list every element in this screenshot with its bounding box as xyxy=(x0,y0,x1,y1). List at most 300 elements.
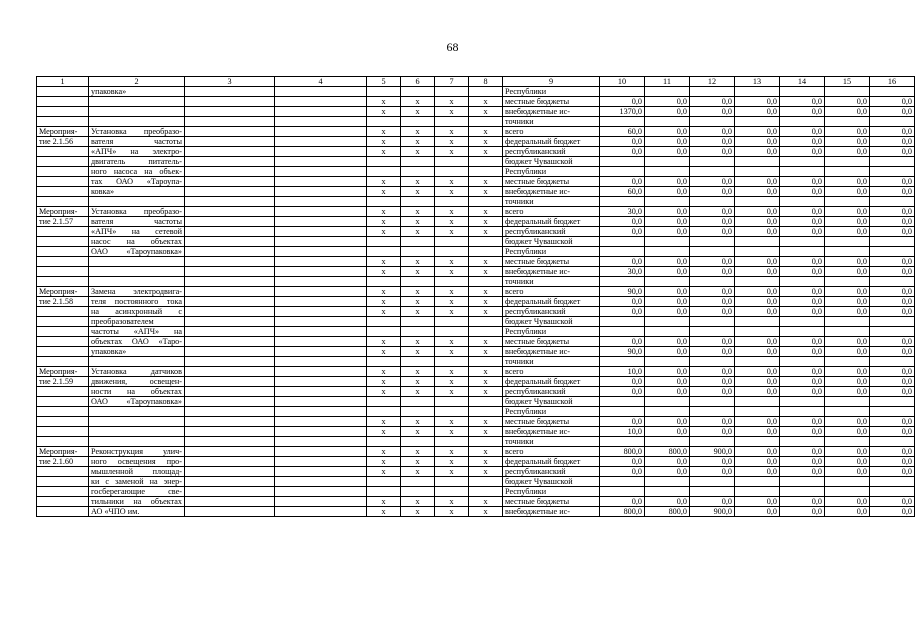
code-cell xyxy=(367,167,401,177)
code-cell: х xyxy=(401,507,435,517)
code-cell: х xyxy=(435,387,469,397)
program-cell xyxy=(275,357,367,367)
measure-id xyxy=(37,187,89,197)
program-cell xyxy=(275,297,367,307)
code-cell: х xyxy=(367,287,401,297)
code-cell: х xyxy=(469,347,503,357)
executor-cell xyxy=(185,147,275,157)
code-cell: х xyxy=(435,137,469,147)
executor-cell xyxy=(185,407,275,417)
amount-cell: 0,0 xyxy=(780,377,825,387)
amount-cell xyxy=(600,87,645,97)
executor-cell xyxy=(185,467,275,477)
program-cell xyxy=(275,127,367,137)
amount-cell xyxy=(825,167,870,177)
amount-cell: 0,0 xyxy=(600,387,645,397)
program-cell xyxy=(275,377,367,387)
amount-cell: 30,0 xyxy=(600,207,645,217)
executor-cell xyxy=(185,217,275,227)
code-cell xyxy=(469,437,503,447)
program-cell xyxy=(275,227,367,237)
amount-cell: 0,0 xyxy=(690,227,735,237)
measure-description: Замена электродвига- xyxy=(89,287,185,297)
amount-cell: 60,0 xyxy=(600,127,645,137)
measure-description xyxy=(89,97,185,107)
code-cell: х xyxy=(367,227,401,237)
code-cell: х xyxy=(367,187,401,197)
amount-cell: 0,0 xyxy=(780,417,825,427)
amount-cell xyxy=(690,247,735,257)
amount-cell: 0,0 xyxy=(690,97,735,107)
column-number: 13 xyxy=(735,77,780,87)
amount-cell: 0,0 xyxy=(825,427,870,437)
executor-cell xyxy=(185,357,275,367)
measure-id xyxy=(37,487,89,497)
code-cell: х xyxy=(401,267,435,277)
measure-description: Реконструкция улич- xyxy=(89,447,185,457)
amount-cell: 0,0 xyxy=(780,97,825,107)
executor-cell xyxy=(185,427,275,437)
amount-cell: 0,0 xyxy=(735,177,780,187)
column-number: 3 xyxy=(185,77,275,87)
amount-cell xyxy=(645,357,690,367)
code-cell xyxy=(435,117,469,127)
funding-source: Республики xyxy=(503,167,600,177)
code-cell: х xyxy=(469,257,503,267)
amount-cell xyxy=(735,487,780,497)
measure-description xyxy=(89,117,185,127)
amount-cell: 0,0 xyxy=(690,497,735,507)
column-number: 7 xyxy=(435,77,469,87)
amount-cell xyxy=(825,397,870,407)
program-cell xyxy=(275,317,367,327)
amount-cell: 0,0 xyxy=(825,347,870,357)
amount-cell xyxy=(780,327,825,337)
amount-cell: 0,0 xyxy=(870,227,915,237)
amount-cell: 0,0 xyxy=(780,137,825,147)
table-row xyxy=(37,327,915,337)
code-cell xyxy=(401,87,435,97)
amount-cell: 0,0 xyxy=(600,137,645,147)
amount-cell xyxy=(780,477,825,487)
code-cell xyxy=(469,357,503,367)
amount-cell: 0,0 xyxy=(825,307,870,317)
amount-cell: 0,0 xyxy=(780,217,825,227)
amount-cell: 0,0 xyxy=(735,287,780,297)
amount-cell xyxy=(600,277,645,287)
program-cell xyxy=(275,277,367,287)
program-cell xyxy=(275,137,367,147)
amount-cell xyxy=(735,357,780,367)
amount-cell: 0,0 xyxy=(735,367,780,377)
code-cell: х xyxy=(401,147,435,157)
code-cell: х xyxy=(401,457,435,467)
code-cell xyxy=(401,117,435,127)
amount-cell: 800,0 xyxy=(600,507,645,517)
amount-cell: 0,0 xyxy=(825,227,870,237)
table-row xyxy=(37,297,915,307)
table-row xyxy=(37,197,915,207)
program-cell xyxy=(275,247,367,257)
code-cell: х xyxy=(469,127,503,137)
table-row xyxy=(37,247,915,257)
amount-cell xyxy=(690,197,735,207)
amount-cell xyxy=(645,437,690,447)
amount-cell: 0,0 xyxy=(825,337,870,347)
amount-cell: 0,0 xyxy=(780,257,825,267)
amount-cell: 0,0 xyxy=(645,457,690,467)
amount-cell: 0,0 xyxy=(645,227,690,237)
code-cell: х xyxy=(435,507,469,517)
funding-source: местные бюджеты xyxy=(503,497,600,507)
table-row xyxy=(37,257,915,267)
code-cell: х xyxy=(435,127,469,137)
executor-cell xyxy=(185,337,275,347)
amount-cell xyxy=(690,437,735,447)
amount-cell xyxy=(735,247,780,257)
amount-cell: 0,0 xyxy=(870,97,915,107)
amount-cell: 0,0 xyxy=(735,507,780,517)
amount-cell: 0,0 xyxy=(870,447,915,457)
code-cell: х xyxy=(469,457,503,467)
amount-cell: 10,0 xyxy=(600,427,645,437)
executor-cell xyxy=(185,247,275,257)
program-cell xyxy=(275,467,367,477)
amount-cell xyxy=(600,317,645,327)
program-cell xyxy=(275,117,367,127)
code-cell: х xyxy=(401,227,435,237)
measure-id xyxy=(37,477,89,487)
code-cell: х xyxy=(367,127,401,137)
table-row xyxy=(37,127,915,137)
code-cell: х xyxy=(469,187,503,197)
amount-cell xyxy=(870,357,915,367)
code-cell: х xyxy=(367,177,401,187)
measure-id xyxy=(37,357,89,367)
amount-cell xyxy=(870,487,915,497)
amount-cell: 0,0 xyxy=(825,447,870,457)
code-cell: х xyxy=(469,417,503,427)
code-cell: х xyxy=(435,497,469,507)
amount-cell: 0,0 xyxy=(870,217,915,227)
amount-cell xyxy=(645,327,690,337)
table-row xyxy=(37,447,915,457)
amount-cell: 0,0 xyxy=(780,287,825,297)
amount-cell xyxy=(645,477,690,487)
code-cell xyxy=(401,247,435,257)
amount-cell xyxy=(735,397,780,407)
amount-cell: 0,0 xyxy=(870,377,915,387)
measure-description: упаковка» xyxy=(89,87,185,97)
amount-cell: 0,0 xyxy=(780,347,825,357)
amount-cell xyxy=(600,327,645,337)
funding-source: внебюджетные ис- xyxy=(503,427,600,437)
amount-cell: 60,0 xyxy=(600,187,645,197)
code-cell: х xyxy=(435,427,469,437)
amount-cell: 0,0 xyxy=(645,257,690,267)
measure-description: ного насоса на объек- xyxy=(89,167,185,177)
code-cell: х xyxy=(469,377,503,387)
amount-cell: 800,0 xyxy=(645,447,690,457)
measure-id: Мероприя- xyxy=(37,207,89,217)
code-cell xyxy=(435,327,469,337)
amount-cell: 0,0 xyxy=(690,377,735,387)
program-cell xyxy=(275,457,367,467)
amount-cell: 0,0 xyxy=(600,297,645,307)
amount-cell xyxy=(780,167,825,177)
code-cell: х xyxy=(401,127,435,137)
amount-cell: 0,0 xyxy=(735,267,780,277)
code-cell xyxy=(469,397,503,407)
measure-id xyxy=(37,227,89,237)
code-cell: х xyxy=(435,307,469,317)
code-cell: х xyxy=(469,97,503,107)
code-cell: х xyxy=(367,387,401,397)
code-cell: х xyxy=(435,377,469,387)
executor-cell xyxy=(185,397,275,407)
executor-cell xyxy=(185,307,275,317)
measure-description xyxy=(89,267,185,277)
code-cell xyxy=(367,437,401,447)
code-cell: х xyxy=(469,147,503,157)
column-number: 11 xyxy=(645,77,690,87)
program-cell xyxy=(275,327,367,337)
amount-cell: 0,0 xyxy=(600,337,645,347)
amount-cell xyxy=(645,317,690,327)
table-row xyxy=(37,487,915,497)
amount-cell: 0,0 xyxy=(600,457,645,467)
program-cell xyxy=(275,407,367,417)
amount-cell: 0,0 xyxy=(600,177,645,187)
code-cell: х xyxy=(367,107,401,117)
table-row xyxy=(37,87,915,97)
table-row xyxy=(37,437,915,447)
table-row xyxy=(37,347,915,357)
code-cell: х xyxy=(435,147,469,157)
funding-source: местные бюджеты xyxy=(503,337,600,347)
amount-cell: 0,0 xyxy=(825,367,870,377)
measure-id xyxy=(37,507,89,517)
funding-source: Республики xyxy=(503,407,600,417)
measure-id xyxy=(37,167,89,177)
code-cell: х xyxy=(367,507,401,517)
executor-cell xyxy=(185,477,275,487)
amount-cell: 0,0 xyxy=(735,427,780,437)
amount-cell xyxy=(870,87,915,97)
amount-cell: 0,0 xyxy=(600,377,645,387)
amount-cell xyxy=(600,487,645,497)
program-cell xyxy=(275,307,367,317)
code-cell: х xyxy=(401,347,435,357)
amount-cell xyxy=(870,477,915,487)
amount-cell: 0,0 xyxy=(870,387,915,397)
measure-description xyxy=(89,417,185,427)
measure-description: тах ОАО «Тароупа- xyxy=(89,177,185,187)
amount-cell: 0,0 xyxy=(735,227,780,237)
amount-cell: 0,0 xyxy=(780,467,825,477)
amount-cell: 0,0 xyxy=(780,107,825,117)
amount-cell: 0,0 xyxy=(645,137,690,147)
executor-cell xyxy=(185,157,275,167)
code-cell: х xyxy=(401,307,435,317)
table-row xyxy=(37,387,915,397)
amount-cell xyxy=(825,477,870,487)
amount-cell: 0,0 xyxy=(780,457,825,467)
amount-cell: 0,0 xyxy=(870,507,915,517)
program-cell xyxy=(275,487,367,497)
amount-cell xyxy=(735,477,780,487)
funding-source: всего xyxy=(503,447,600,457)
code-cell xyxy=(469,87,503,97)
column-number: 14 xyxy=(780,77,825,87)
amount-cell xyxy=(870,157,915,167)
amount-cell xyxy=(735,277,780,287)
code-cell xyxy=(435,407,469,417)
program-cell xyxy=(275,397,367,407)
funding-source: бюджет Чувашской xyxy=(503,397,600,407)
measure-description: на асинхронный с xyxy=(89,307,185,317)
measure-id xyxy=(37,197,89,207)
code-cell: х xyxy=(469,107,503,117)
executor-cell xyxy=(185,417,275,427)
measure-id: тие 2.1.59 xyxy=(37,377,89,387)
amount-cell: 0,0 xyxy=(645,347,690,357)
measure-description: Установка датчиков xyxy=(89,367,185,377)
executor-cell xyxy=(185,237,275,247)
funding-source: республиканский xyxy=(503,387,600,397)
program-cell xyxy=(275,207,367,217)
measure-id xyxy=(37,427,89,437)
code-cell xyxy=(435,477,469,487)
code-cell: х xyxy=(469,467,503,477)
program-cell xyxy=(275,87,367,97)
amount-cell: 0,0 xyxy=(690,107,735,117)
amount-cell: 0,0 xyxy=(735,497,780,507)
funding-source: всего xyxy=(503,287,600,297)
funding-source: точники xyxy=(503,277,600,287)
amount-cell xyxy=(690,87,735,97)
funding-source: точники xyxy=(503,357,600,367)
measure-id xyxy=(37,157,89,167)
code-cell xyxy=(401,317,435,327)
amount-cell: 0,0 xyxy=(780,307,825,317)
amount-cell xyxy=(645,167,690,177)
amount-cell: 0,0 xyxy=(690,187,735,197)
amount-cell xyxy=(600,437,645,447)
amount-cell: 0,0 xyxy=(870,297,915,307)
table-row xyxy=(37,507,915,517)
amount-cell: 0,0 xyxy=(825,207,870,217)
code-cell xyxy=(469,327,503,337)
amount-cell xyxy=(870,197,915,207)
amount-cell xyxy=(735,237,780,247)
funding-source: бюджет Чувашской xyxy=(503,237,600,247)
amount-cell xyxy=(690,157,735,167)
code-cell xyxy=(469,157,503,167)
funding-source: федеральный бюджет xyxy=(503,457,600,467)
program-cell xyxy=(275,367,367,377)
amount-cell: 0,0 xyxy=(690,347,735,357)
executor-cell xyxy=(185,437,275,447)
amount-cell: 0,0 xyxy=(825,377,870,387)
executor-cell xyxy=(185,107,275,117)
funding-source: внебюджетные ис- xyxy=(503,187,600,197)
amount-cell xyxy=(690,397,735,407)
executor-cell xyxy=(185,87,275,97)
measure-description xyxy=(89,277,185,287)
executor-cell xyxy=(185,367,275,377)
amount-cell: 0,0 xyxy=(735,447,780,457)
amount-cell: 0,0 xyxy=(645,307,690,317)
amount-cell: 0,0 xyxy=(690,297,735,307)
table-row xyxy=(37,287,915,297)
measure-id xyxy=(37,417,89,427)
program-cell xyxy=(275,237,367,247)
code-cell: х xyxy=(401,377,435,387)
amount-cell: 0,0 xyxy=(780,187,825,197)
funding-source: федеральный бюджет xyxy=(503,217,600,227)
column-number: 4 xyxy=(275,77,367,87)
code-cell: х xyxy=(469,337,503,347)
code-cell: х xyxy=(401,447,435,457)
amount-cell: 0,0 xyxy=(870,367,915,377)
code-cell xyxy=(367,237,401,247)
executor-cell xyxy=(185,187,275,197)
code-cell: х xyxy=(469,447,503,457)
amount-cell: 0,0 xyxy=(780,177,825,187)
table-row xyxy=(37,107,915,117)
amount-cell: 0,0 xyxy=(780,207,825,217)
amount-cell: 0,0 xyxy=(780,427,825,437)
table-row xyxy=(37,427,915,437)
code-cell: х xyxy=(435,467,469,477)
measure-id xyxy=(37,347,89,357)
amount-cell: 0,0 xyxy=(735,337,780,347)
code-cell xyxy=(367,197,401,207)
program-cell xyxy=(275,97,367,107)
code-cell xyxy=(401,197,435,207)
code-cell xyxy=(469,477,503,487)
code-cell xyxy=(469,407,503,417)
code-cell xyxy=(367,277,401,287)
amount-cell: 0,0 xyxy=(870,337,915,347)
measure-id xyxy=(37,387,89,397)
amount-cell xyxy=(870,407,915,417)
amount-cell: 0,0 xyxy=(645,287,690,297)
column-number: 12 xyxy=(690,77,735,87)
amount-cell: 0,0 xyxy=(735,347,780,357)
executor-cell xyxy=(185,207,275,217)
amount-cell: 0,0 xyxy=(825,187,870,197)
amount-cell: 0,0 xyxy=(690,217,735,227)
measure-description: тильники на объектах xyxy=(89,497,185,507)
measure-id xyxy=(37,337,89,347)
code-cell: х xyxy=(367,347,401,357)
code-cell: х xyxy=(469,307,503,317)
amount-cell: 0,0 xyxy=(870,307,915,317)
table-row xyxy=(37,457,915,467)
code-cell: х xyxy=(435,177,469,187)
program-cell xyxy=(275,477,367,487)
measure-id: Мероприя- xyxy=(37,367,89,377)
program-cell xyxy=(275,167,367,177)
amount-cell: 0,0 xyxy=(645,427,690,437)
code-cell: х xyxy=(401,187,435,197)
amount-cell xyxy=(645,237,690,247)
amount-cell: 0,0 xyxy=(690,267,735,277)
amount-cell xyxy=(600,357,645,367)
measure-description: двигатель питатель- xyxy=(89,157,185,167)
